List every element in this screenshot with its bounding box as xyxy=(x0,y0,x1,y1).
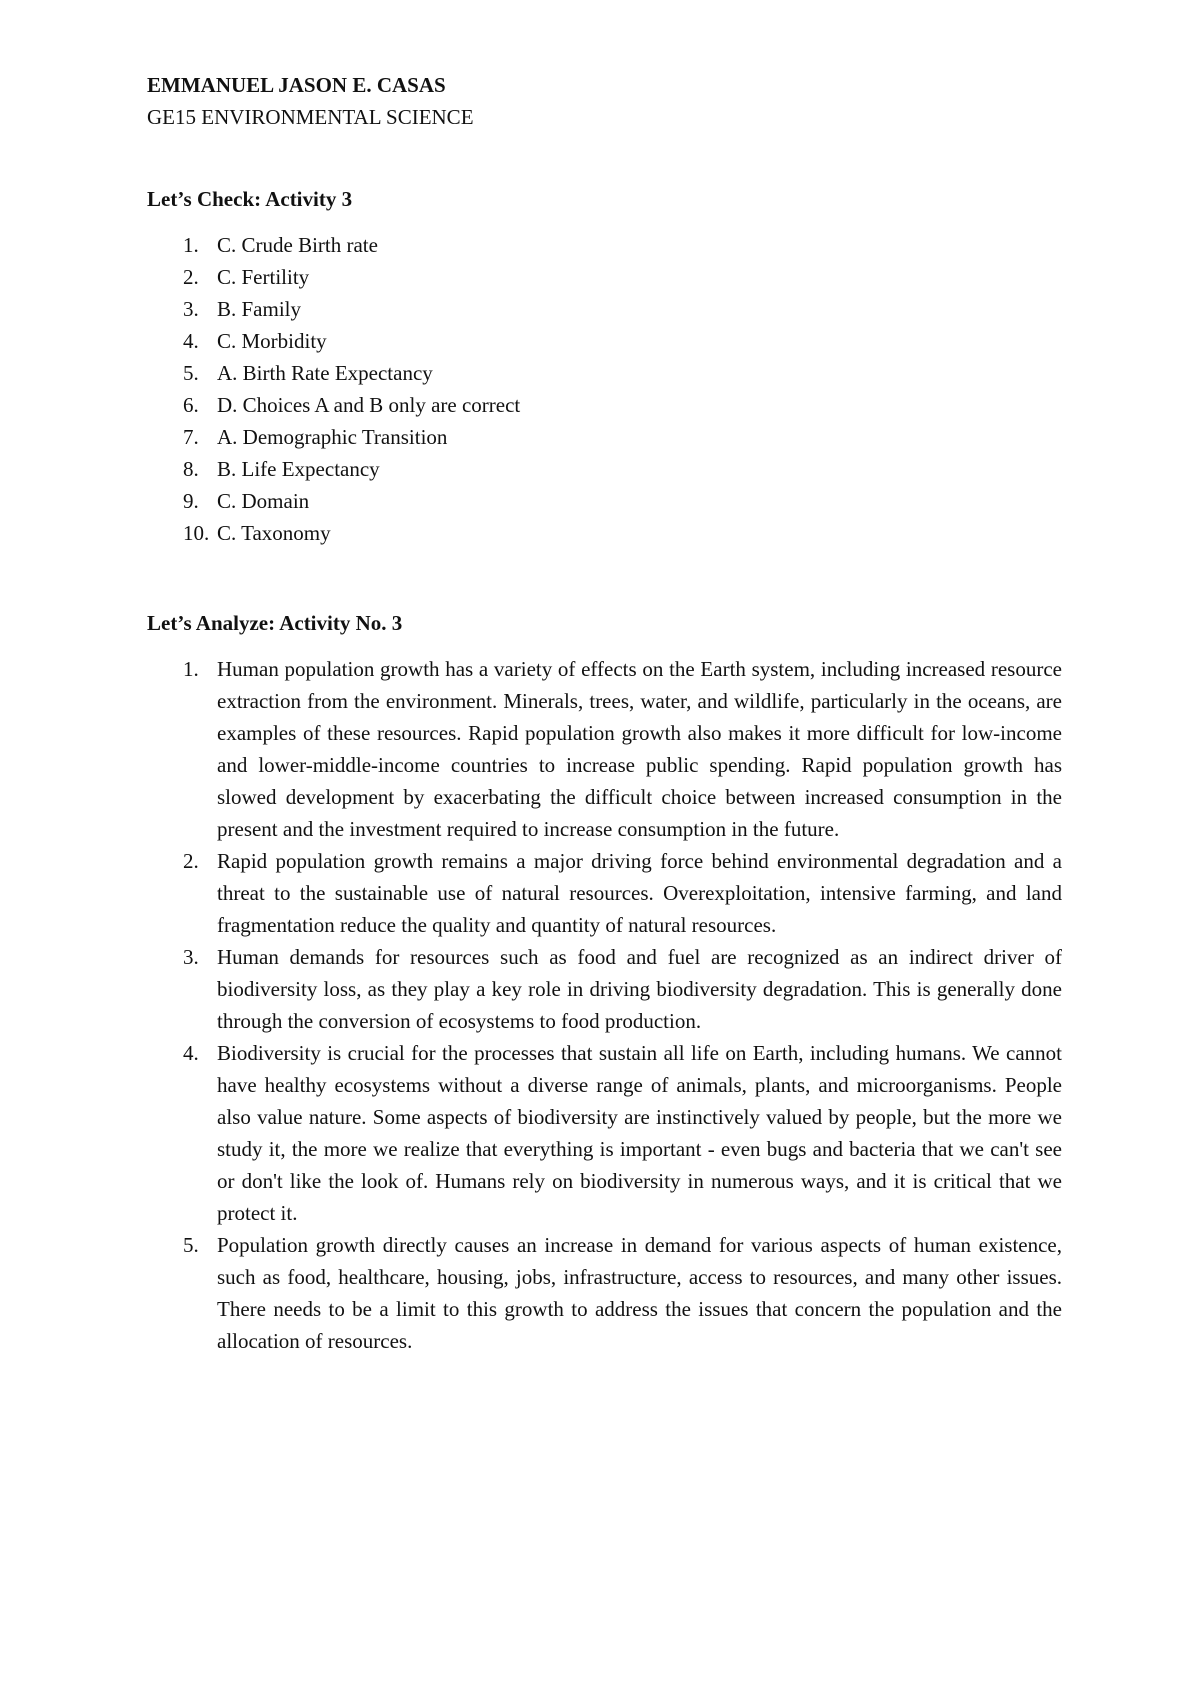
item-number: 3. xyxy=(183,297,199,321)
item-text: C. Crude Birth rate xyxy=(217,233,378,257)
item-text: C. Taxonomy xyxy=(217,521,331,545)
list-item xyxy=(147,421,1062,453)
item-number: 2. xyxy=(183,265,199,289)
list-item xyxy=(147,653,1062,845)
item-number: 10. xyxy=(183,521,210,545)
item-text: Biodiversity is crucial for the processes that sustain all life on Earth, including humans. We cannot have healthy ecosystems without a diverse range of animals, plants, and microorganisms. People also value nature. Some aspects of biodiversity are instinctively valued by people, but the more we study it, the more we realize that everything is important - even bugs and bacteria that we can't see or don't like the look of. Humans rely on biodiversity in numerous ways, and it is critical that we protect it. xyxy=(217,1041,1062,1225)
item-number: 1. xyxy=(183,233,199,257)
item-text: C. Morbidity xyxy=(217,329,327,353)
item-number: 3. xyxy=(183,945,199,969)
item-text: C. Domain xyxy=(217,489,310,513)
item-number: 5. xyxy=(183,361,199,385)
item-number: 4. xyxy=(183,1041,199,1065)
list-item xyxy=(147,1037,1062,1229)
item-number: 8. xyxy=(183,457,199,481)
item-number: 6. xyxy=(183,393,199,417)
list-item xyxy=(147,845,1062,941)
list-item xyxy=(147,517,1062,549)
item-text: A. Birth Rate Expectancy xyxy=(217,361,433,385)
item-number: 2. xyxy=(183,849,199,873)
check-answer-list xyxy=(147,229,1062,549)
item-text: A. Demographic Transition xyxy=(217,425,448,449)
item-text: Human demands for resources such as food and fuel are recognized as an indirect driver of biodiversity loss, as they play a key role in driving biodiversity degradation. This is generally done through the conversion of ecosystems to food production. xyxy=(217,945,1062,1033)
analyze-answer-list xyxy=(147,653,1062,1357)
item-text: C. Fertility xyxy=(217,265,310,289)
check-section-title: Let’s Check: Activity 3 xyxy=(147,187,353,211)
document-page xyxy=(147,69,1062,1357)
list-item xyxy=(147,389,1062,421)
author-name: EMMANUEL JASON E. CASAS xyxy=(147,73,446,97)
list-item xyxy=(147,453,1062,485)
course-title: GE15 ENVIRONMENTAL SCIENCE xyxy=(147,105,474,129)
item-number: 9. xyxy=(183,489,199,513)
item-text: D. Choices A and B only are correct xyxy=(217,393,521,417)
item-number: 4. xyxy=(183,329,199,353)
list-item xyxy=(147,941,1062,1037)
list-item xyxy=(147,261,1062,293)
list-item xyxy=(147,1229,1062,1357)
item-text: B. Family xyxy=(217,297,302,321)
list-item xyxy=(147,357,1062,389)
item-number: 1. xyxy=(183,657,199,681)
list-item xyxy=(147,293,1062,325)
item-text: Population growth directly causes an increase in demand for various aspects of human existence, such as food, healthcare, housing, jobs, infrastructure, access to resources, and many other issues. There needs to be a limit to this growth to address the issues that concern the population and the allocation of resources. xyxy=(217,1233,1062,1353)
item-text: Rapid population growth remains a major driving force behind environmental degradation and a threat to the sustainable use of natural resources. Overexploitation, intensive farming, and land fragmentation reduce the quality and quantity of natural resources. xyxy=(217,849,1062,937)
analyze-section-title: Let’s Analyze: Activity No. 3 xyxy=(147,611,403,635)
list-item xyxy=(147,325,1062,357)
item-text: Human population growth has a variety of effects on the Earth system, including increased resource extraction from the environment. Minerals, trees, water, and wildlife, particularly in the oceans, are examples of these resources. Rapid population growth also makes it more difficult for low-income and lower-middle-income countries to increase public spending. Rapid population growth has slowed development by exacerbating the difficult choice between increased consumption in the present and the investment required to increase consumption in the future. xyxy=(217,657,1062,841)
item-text: B. Life Expectancy xyxy=(217,457,380,481)
list-item xyxy=(147,229,1062,261)
list-item xyxy=(147,485,1062,517)
item-number: 7. xyxy=(183,425,199,449)
item-number: 5. xyxy=(183,1233,199,1257)
